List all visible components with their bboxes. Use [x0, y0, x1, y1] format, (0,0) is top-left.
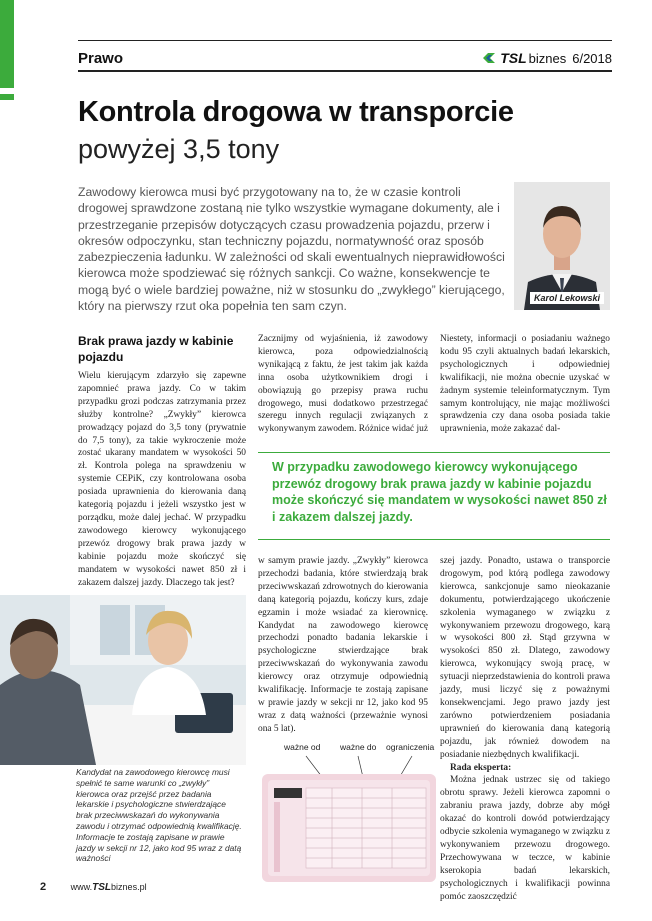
subheading: Brak prawa jazdy w kabinie pojazdu: [78, 334, 234, 364]
license-label-from: ważne od: [284, 742, 321, 752]
column-2-top-text: Zacznijmy od wyjaśnienia, iż zawodowy kierowca, poza odpowiedzialnością wynikającą z faktu, że jest takim jak każda inna osoba użytkownikiem drogi i obowiązują go przepisy prawa ruchu drogowego, musi dodatkowo przestrzegać szeregu innych regulacji związanych z wykonywanym zawodem. Różnice widać już: [258, 334, 428, 435]
license-label-limits: ograniczenia: [386, 742, 435, 752]
green-accent-bar-small: [0, 94, 14, 100]
green-accent-bar: [0, 0, 14, 88]
tsl-logo-icon: [482, 52, 496, 64]
footer-url-prefix: www.: [70, 882, 93, 892]
author-photo: [514, 182, 610, 310]
driving-license-illustration: [262, 754, 436, 882]
section-label: Prawo: [78, 50, 124, 67]
photo-caption: Kandydat na zawodowego kierowcę musi spełnić te same warunki co „zwykły” kierowca oraz przejść przez badania lekarskie i psychologiczne stwierdzające brak przeciwwskazań do wykonywania zawodu i otrzymać odpowiednią kwalifikację. Informacje te zostają zapisane w prawie jazdy w sekcji nr 12, jako kod 95 wraz z datą ważności: [76, 767, 242, 864]
article-title: Kontrola drogowa w transporcie: [78, 96, 514, 128]
page-footer: [40, 881, 147, 893]
doctor-consultation-photo: [0, 595, 246, 765]
page-header: [78, 40, 612, 72]
magazine-mark: [482, 50, 612, 66]
column-1-text: Wielu kierującym zdarzyło się zapewne zapomnieć prawa jazdy. Co w takim przypadku grozi podczas zatrzymania przez służby kontrolne? „Zwykły” kierowca prowadzący pojazd do 3,5 tony (prywatnie do 7,5 tony), za takie wykroczenie może zostać ukarany mandatem w wysokości 50 zł. Kontrola polega na sprawdzeniu w systemie CEPiK, czy kontrolowana osoba posiada uprawnienia do kierowania daną kategorią pojazdu i jeżeli wszystko jest w porządku, może dalej jechać. W przypadku zawodowego kierowcy wykonującego przewóz drogowy brak prawa jazdy w kabinie pojazdu może skończyć się mandatem w wysokości nawet 850 zł i zakazem dalszej jazdy. Dlaczego tak jest?: [78, 371, 246, 588]
column-2-bottom-text: w samym prawie jazdy. „Zwykły” kierowca przechodzi badania, które stwierdzają brak przeciwwskazań zdrowotnych do kierowania daną kategorią pojazdu, kończy kurs, zdaje egzamin i może wsiadać za kierownicę. Kandydat na zawodowego kierowcę przechodzi ponadto badania lekarskie i psychologiczne stwierdzające brak przeciwwskazań do wykonywania zawodu kierowcy oraz otrzymuje odpowiednią kwalifikację. Informacje te zostają zapisane w prawie jazdy w sekcji nr 12, jako kod 95 wraz z datą ważności (przeważnie wynosi ona 5 lat).: [258, 556, 428, 734]
lead-paragraph: Zawodowy kierowca musi być przygotowany na to, że w czasie kontroli drogowej sprawdzone zostaną nie tylko wszystkie wymagane dokumenty, ale i przestrzeganie przepisów dotyczących czasu prowadzenia pojazdu, przerw i okresów odpoczynku, stan techniczny pojazdu, normatywność oraz sposób zabezpieczenia ładunku. W zależności od skali ewentualnych nieprawidłowości kierowca może spodziewać się różnych sankcji. Co ważne, konsekwencje te mogą być o wiele bardziej poważne, niż w stosunku do „zwykłego” kierującego, który na pierwszy rzut oka popełnia ten sam czyn.: [78, 185, 505, 314]
expert-tip-text: Można jednak ustrzec się od takiego obrotu sprawy. Jeżeli kierowca zapomni o zabraniu prawa jazdy, dobrze aby mógł okazać do kontroli dowód potwierdzający odbycie szkolenia wymaganego w związku z wykonywaniem przewozu drogowego. Przechowywana w teczce, w kabinie kserokopia badań lekarskich, psychologicznych i kwalifikacji powinna pomóc zaoszczędzić: [440, 775, 610, 902]
column-2-bottom: [258, 555, 428, 736]
expert-tip-label: Rada eksperta:: [450, 762, 512, 773]
magazine-suffix: biznes: [528, 50, 567, 66]
issue-number: 6/2018: [572, 50, 612, 66]
column-1: [78, 370, 246, 589]
header-rule: [78, 40, 612, 41]
column-3-top: [440, 333, 610, 436]
magazine-logo: TSL: [500, 50, 527, 66]
column-3-top-text: Niestety, informacji o posiadaniu ważnego kodu 95 czyli aktualnych badań lekarskich, psychologicznych i odpowiedniej kwalifikacji, nie można obecnie uzyskać w żadnym systemie teleinformatycznym. Tym samym kontrolujący, nie mając możliwości sprawdzenia czy dana osoba posiada takie uprawnienia, może zakazać dal-: [440, 334, 610, 435]
doctor-photo-illustration: [0, 595, 246, 765]
page-number: 2: [40, 881, 47, 893]
article-subtitle: powyżej 3,5 tony: [78, 134, 280, 164]
pull-quote: W przypadku zawodowego kierowcy wykonującego przewóz drogowy brak prawa jazdy w kabinie pojazdu może skończyć się mandatem w wysokości nawet 850 zł i zakazem dalszej jazdy.: [258, 452, 610, 540]
column-3-bottom-text: szej jazdy. Ponadto, ustawa o transporcie drogowym, pod którą podlega zawodowy kierowca, sankcjonuje samo nieokazanie dokumentu, potwierdzającego ukończenie szkolenia wymaganego w związku z wykonywaniem przewozu drogowego, karą w wysokości 800 zł. Stąd grzywna w wysokości 850 zł. Dlatego, zawodowy kierowca, wykonujący swoją pracę, w sytuacji nieprzedstawienia do kontroli prawa jazdy, musi liczyć się z poważnymi konsekwencjami. Jego prawo jazdy jest zarówno potwierdzeniem posiadania uprawnień do kierowania daną kategorią pojazdu, jak również dowodem na posiadanie niezbędnych kwalifikacji.: [440, 556, 610, 760]
author-name: Karol Lekowski: [530, 292, 604, 304]
author-portrait-illustration: [514, 182, 610, 310]
column-2-top: [258, 333, 428, 436]
footer-url-logo: TSL: [92, 882, 112, 893]
column-3-bottom: [440, 555, 610, 903]
footer-url-suffix: biznes.pl: [111, 882, 147, 892]
license-label-to: ważne do: [340, 742, 377, 752]
license-image: [262, 742, 436, 882]
